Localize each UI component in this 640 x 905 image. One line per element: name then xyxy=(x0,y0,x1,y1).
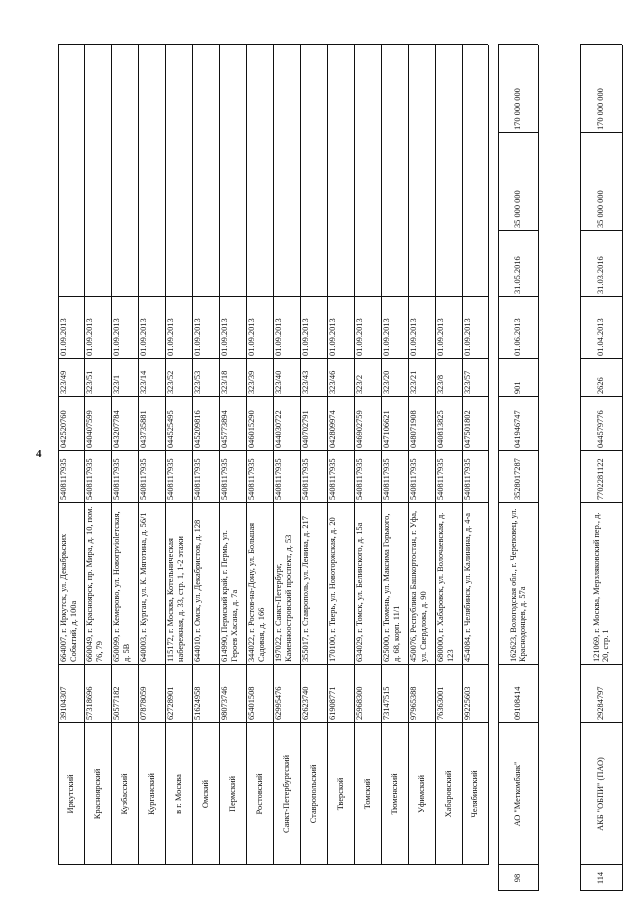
branch-num: 323/52 xyxy=(166,370,175,394)
branch-inn: 5408117935 xyxy=(247,458,256,500)
branch-address: 625000, г. Тюмень, ул. Максима Горького, д. 68, корп. 11/1 xyxy=(382,513,401,662)
bank-amount1: 35 000 000 xyxy=(596,190,606,228)
bank-date: 01.04.2013 xyxy=(596,318,606,356)
branch-code: 62623740 xyxy=(301,686,310,720)
branch-okpo: 048071908 xyxy=(409,410,418,448)
branch-name: Красноярский xyxy=(92,768,102,820)
bank-date: 01.06.2013 xyxy=(513,318,523,356)
column-divider xyxy=(58,44,488,45)
branch-okpo: 047501802 xyxy=(463,410,472,448)
branch-okpo: 040702791 xyxy=(301,410,310,448)
branch-date: 01.09.2013 xyxy=(409,318,418,356)
bank-name: АО "Меткомбанк" xyxy=(513,761,523,827)
branch-num: 323/8 xyxy=(436,374,445,394)
branch-okpo: 043735881 xyxy=(139,410,148,448)
branch-code: 97965388 xyxy=(409,686,418,720)
branch-okpo: 042520760 xyxy=(59,410,68,448)
branch-num: 323/39 xyxy=(247,370,256,394)
branch-code: 62995476 xyxy=(274,686,283,720)
branch-address: 454084, г. Челябинск, ул. Калинина, д. 4-а xyxy=(463,513,472,662)
branch-address: 115172, г. Москва, Котельническая набережная, д. 33, стр. 1, 1-2 этажи xyxy=(166,536,185,662)
branch-okpo: 044525495 xyxy=(166,410,175,448)
branch-date: 01.09.2013 xyxy=(193,318,202,356)
branch-code: 39104307 xyxy=(59,686,68,720)
bank-code: 29284797 xyxy=(596,686,606,720)
branch-date: 01.09.2013 xyxy=(59,318,68,356)
branch-inn: 5408117935 xyxy=(112,458,121,500)
bank-num: 2626 xyxy=(596,377,606,394)
branch-num: 323/1 xyxy=(112,374,121,394)
branch-code: 50577182 xyxy=(112,686,121,720)
branch-date: 01.09.2013 xyxy=(85,318,94,356)
branch-date: 01.09.2013 xyxy=(112,318,121,356)
branch-okpo: 046015290 xyxy=(247,410,256,448)
branch-inn: 5408117935 xyxy=(139,458,148,500)
branch-name: Омский xyxy=(200,779,210,809)
branch-address: 680000, г. Хабаровск, ул. Волочаевская, д. 123 xyxy=(436,512,455,662)
branch-name: Санкт-Петербургский xyxy=(281,754,291,834)
branch-address: 614990, Пермский край, г. Пермь, ул. Героев Хасана, д. 7а xyxy=(220,530,239,662)
bank-amount2: 170 000 000 xyxy=(596,88,606,130)
bank-address: 121069, г. Москва, Мерзляковский пер., д. 20, стр. 1 xyxy=(591,512,610,662)
branch-okpo: 040813825 xyxy=(436,410,445,448)
branch-inn: 5408117935 xyxy=(355,458,364,500)
branch-name: Курганский xyxy=(146,773,156,815)
branch-address: 650099, г. Кемерово, ул. Новогрviolетская, д. 5В xyxy=(112,511,131,662)
branch-okpo: 043207784 xyxy=(112,410,121,448)
bank-okpo: 044579776 xyxy=(596,410,606,448)
branch-date: 01.09.2013 xyxy=(139,318,148,356)
branch-address: 664007, г. Иркутск, ул. Декабрьских Событий, д. 100а xyxy=(59,533,78,662)
branch-date: 01.09.2013 xyxy=(220,318,229,356)
branch-name: Ростовский xyxy=(254,773,264,815)
page-number: 4 xyxy=(36,448,42,460)
branch-date: 01.09.2013 xyxy=(166,318,175,356)
branch-okpo: 047106621 xyxy=(382,410,391,448)
branch-address: 197022, г. Санкт-Петербург, Каменноостровский проспект, д. 53 xyxy=(274,534,293,662)
branch-name: Ставропольский xyxy=(308,764,318,824)
branch-num: 323/43 xyxy=(301,370,310,394)
branch-inn: 5408117935 xyxy=(301,458,310,500)
bank-amount2: 170 000 000 xyxy=(513,88,523,130)
branch-date: 01.09.2013 xyxy=(328,318,337,356)
branch-num: 323/14 xyxy=(139,370,148,394)
row-divider xyxy=(538,45,539,891)
branch-inn: 5408117935 xyxy=(436,458,445,500)
branch-num: 323/57 xyxy=(463,370,472,394)
branch-date: 01.09.2013 xyxy=(301,318,310,356)
bank-code: 09108414 xyxy=(513,686,523,720)
row-divider xyxy=(488,45,489,865)
branch-okpo: 040407599 xyxy=(85,410,94,448)
bank-no: 98 xyxy=(513,873,523,883)
bank-inn: 7702281122 xyxy=(596,458,606,500)
branch-code: 61908771 xyxy=(328,686,337,720)
branch-inn: 5408117935 xyxy=(193,458,202,500)
bank-no: 114 xyxy=(596,871,606,885)
branch-okpo: 045209816 xyxy=(193,410,202,448)
branch-inn: 5408117935 xyxy=(59,458,68,500)
branch-okpo: 045773894 xyxy=(220,410,229,448)
branch-num: 323/40 xyxy=(274,370,283,394)
branch-num: 323/49 xyxy=(59,370,68,394)
branch-num: 323/53 xyxy=(193,370,202,394)
branch-inn: 5408117935 xyxy=(382,458,391,500)
branch-num: 323/20 xyxy=(382,370,391,394)
branch-inn: 5408117935 xyxy=(409,458,418,500)
branch-inn: 5408117935 xyxy=(463,458,472,500)
branch-num: 323/2 xyxy=(355,374,364,394)
bank-date2: 31.03.2016 xyxy=(596,256,606,294)
branch-inn: 5408117935 xyxy=(85,458,94,500)
branch-okpo: 046902759 xyxy=(355,410,364,448)
bank-amount1: 35 000 000 xyxy=(513,190,523,228)
row-divider xyxy=(622,45,623,891)
branch-address: 450076, Республика Башкортостан, г. Уфа, ул. Свердлова, д. 90 xyxy=(409,510,428,662)
branch-name: Тверской xyxy=(335,777,345,811)
branch-inn: 5408117935 xyxy=(274,458,283,500)
branch-code: 62728901 xyxy=(166,686,175,720)
branch-inn: 5408117935 xyxy=(328,458,337,500)
branch-address: 355017, г. Ставрополь, ул. Ленина, д. 217 xyxy=(301,516,310,662)
branch-address: 644010, г. Омск, ул. Декабристов, д. 128 xyxy=(193,519,202,662)
branch-code: 25968300 xyxy=(355,686,364,720)
branch-inn: 5408117935 xyxy=(166,458,175,500)
branch-name: Уфимский xyxy=(416,775,426,813)
bank-table xyxy=(496,45,638,885)
branch-num: 323/46 xyxy=(328,370,337,394)
branch-date: 01.09.2013 xyxy=(463,318,472,356)
branch-code: 07878059 xyxy=(139,686,148,720)
bank-address: 162623, Вологодская обл., г. Череповец, ул. Краснодонцев, д. 57а xyxy=(508,508,527,662)
branch-name: Хабаровский xyxy=(443,770,453,818)
bank-date2: 31.05.2016 xyxy=(513,256,523,294)
branch-code: 73147515 xyxy=(382,686,391,720)
branch-code: 65401508 xyxy=(247,686,256,720)
branch-name: Томский xyxy=(362,778,372,810)
branch-num: 323/51 xyxy=(85,370,94,394)
branch-name: Тюменский xyxy=(389,773,399,815)
branch-code: 51624958 xyxy=(193,686,202,720)
branch-address: 634029, г. Томск, ул. Белинского, д. 15а xyxy=(355,522,364,662)
branch-date: 01.09.2013 xyxy=(355,318,364,356)
branch-name: Иркутский xyxy=(66,774,76,814)
bank-num: 901 xyxy=(513,381,523,394)
branch-address: 344022, г. Ростов-на-Дону, ул. Большая Садовая, д. 166 xyxy=(247,522,266,662)
branch-name: в г. Москва xyxy=(173,774,183,814)
branch-code: 76363001 xyxy=(436,686,445,720)
bank-inn: 3528017287 xyxy=(513,458,523,500)
branch-inn: 5408117935 xyxy=(220,458,229,500)
branch-date: 01.09.2013 xyxy=(247,318,256,356)
bank-okpo: 041946747 xyxy=(513,410,523,448)
branch-code: 99225603 xyxy=(463,686,472,720)
branch-okpo: 042809974 xyxy=(328,410,337,448)
bank-name: АКБ "ОБПИ" (ПАО) xyxy=(596,757,606,831)
branch-date: 01.09.2013 xyxy=(274,318,283,356)
branch-okpo: 044030722 xyxy=(274,410,283,448)
branch-num: 323/18 xyxy=(220,370,229,394)
branch-num: 323/21 xyxy=(409,370,418,394)
branch-name: Пермский xyxy=(227,776,237,812)
branch-code: 57318696 xyxy=(85,686,94,720)
branch-date: 01.09.2013 xyxy=(382,318,391,356)
branch-code: 98073746 xyxy=(220,686,229,720)
branch-date: 01.09.2013 xyxy=(436,318,445,356)
branch-address: 660049, г. Красноярск, пр. Мира, д. 10, пом. 76, 79 xyxy=(85,506,104,662)
branch-address: 640003, г. Курган, ул. К. Мяготина, д. 56/1 xyxy=(139,512,148,662)
branch-table xyxy=(58,45,498,865)
branch-name: Челябинский xyxy=(470,770,480,818)
branch-address: 170100, г. Тверь, ул. Новоторжская, д. 20 xyxy=(328,517,337,662)
branch-name: Кузбасский xyxy=(119,773,129,815)
